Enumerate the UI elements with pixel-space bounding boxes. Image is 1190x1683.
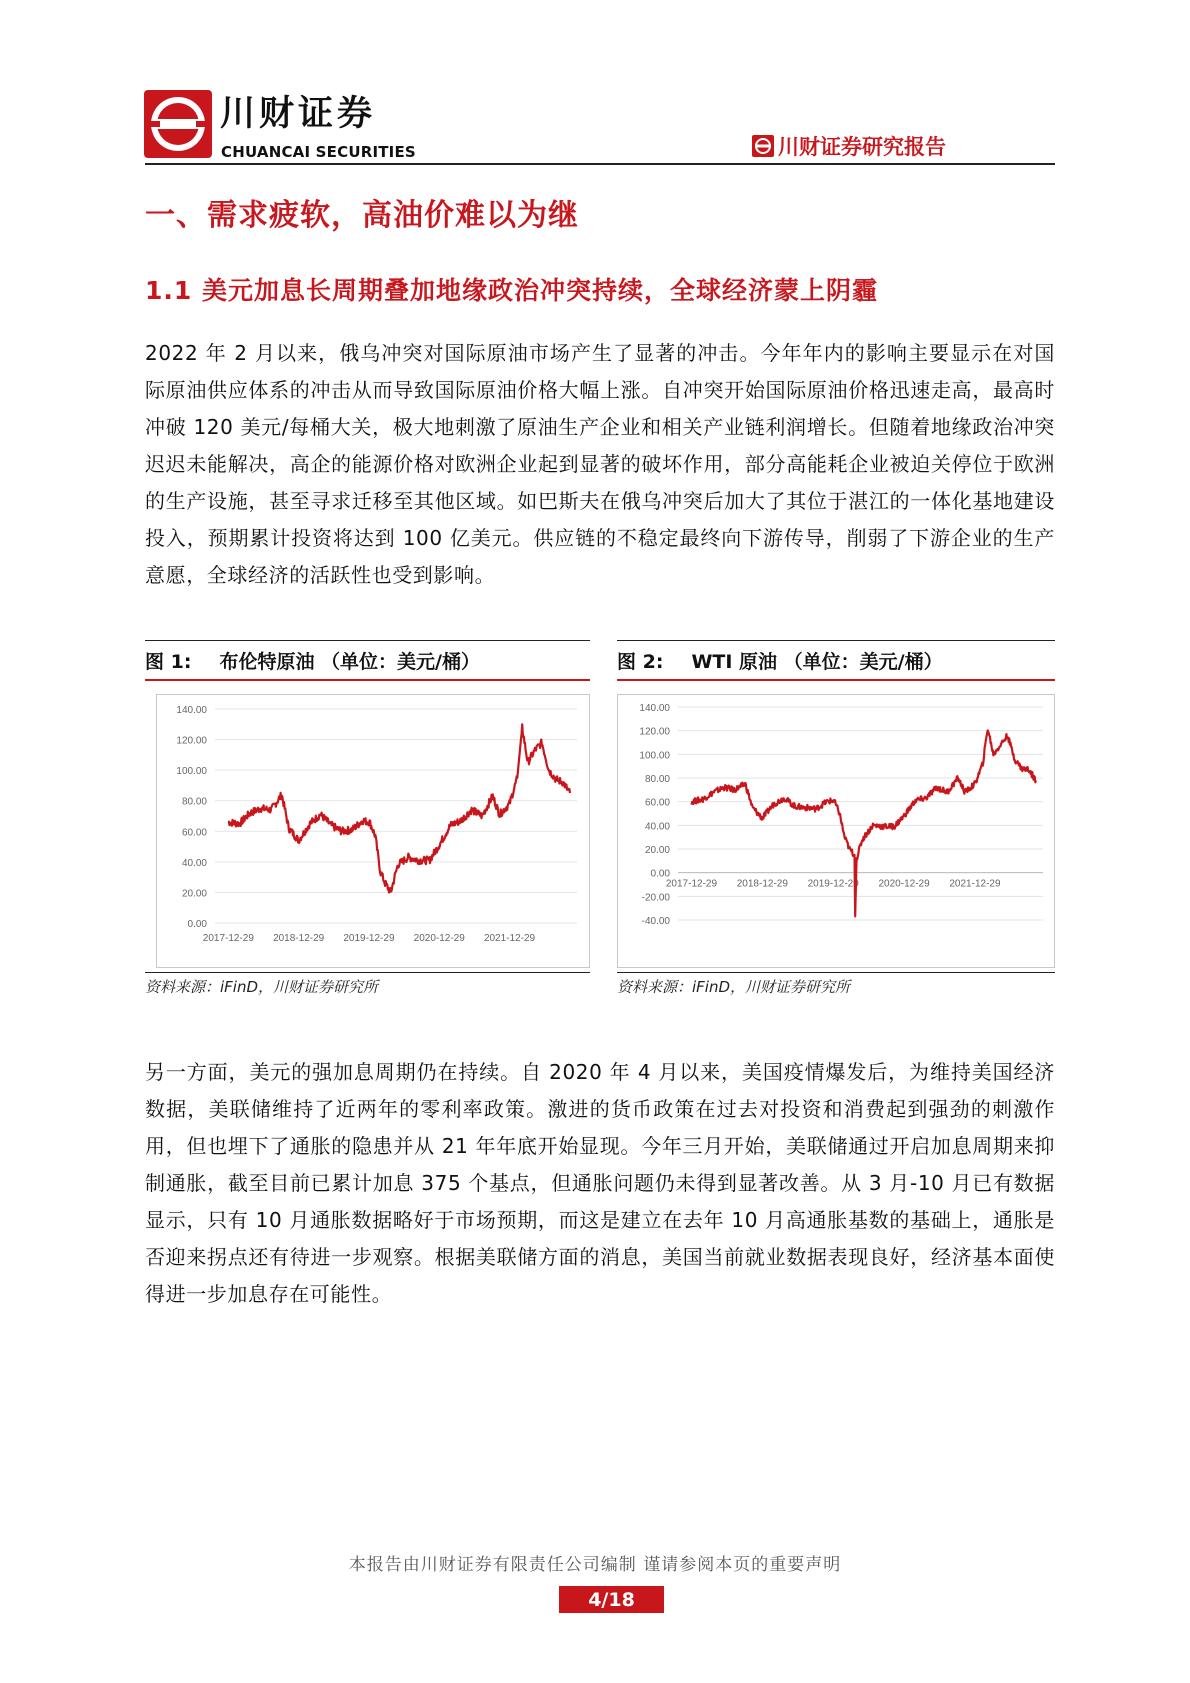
x-tick-label: 2017-12-29 [665, 878, 718, 890]
figure-red-rule [617, 679, 1055, 681]
figure-title [617, 641, 1055, 679]
y-tick-label: 60.00 [644, 797, 670, 809]
x-tick-label: 2017-12-29 [202, 933, 254, 944]
series-line [228, 724, 570, 892]
report-tag [752, 133, 946, 159]
report-tag-label: 川财证券研究报告 [778, 135, 946, 159]
brand-name-cn: 川财证券 [220, 94, 377, 134]
chart-frame [617, 694, 1055, 968]
y-tick-label: 140.00 [176, 705, 207, 716]
footer-disclaimer: 本报告由川财证券有限责任公司编制 谨请参阅本页的重要声明 [348, 1555, 842, 1575]
y-tick-label: 80.00 [181, 796, 207, 808]
chart-frame [156, 694, 590, 968]
paragraph-1: 2022 年 2 月以来，俄乌冲突对国际原油市场产生了显著的冲击。今年年内的影响主要显示在对国际原油供应体系的冲击从而导致国际原油价格大幅上涨。自冲突开始国际原油价格迅速走高，最高时冲破 120 美元/每桶大关，极大地刺激了原油生产企业和相关产业链利润增长。但随着地缘政治冲突迟迟未能解决，高企的能源价格对欧洲企业起到显著的破坏作用，部分高能耗企业被迫关停位于欧洲的生产设施，甚至寻求迁移至其他区域。如巴斯夫在俄乌冲突后加大了其位于湛江的一体化基地建设投入，预期累计投资将达到 100 亿美元。供应链的不稳定最终向下游传导，削弱了下游企业的生产意愿，全球经济的活跃性也受到影响。 [145, 341, 1055, 587]
y-tick-label: 100.00 [176, 766, 207, 778]
figure-bottom-rule [145, 972, 590, 973]
figure-bottom-rule [617, 972, 1055, 973]
figure-caption: 布伦特原油 （单位：美元/桶） [219, 650, 480, 673]
x-tick-label: 2019-12-29 [807, 878, 859, 890]
y-tick-label: 60.00 [181, 827, 207, 839]
figure-caption: WTI 原油 （单位：美元/桶） [691, 650, 943, 673]
y-tick-label: 80.00 [644, 774, 670, 785]
y-tick-label: 0.00 [650, 868, 670, 880]
figure-source: 资料来源：iFinD，川财证券研究所 [617, 978, 851, 996]
header-divider [145, 163, 1055, 165]
page-number: 4/18 [559, 1586, 664, 1613]
figure-number: 图 2: [617, 650, 664, 673]
paragraph-2: 另一方面，美元的强加息周期仍在持续。自 2020 年 4 月以来，美国疫情爆发后，为维持美国经济数据，美联储维持了近两年的零利率政策。激进的货币政策在过去对投资和消费起到强劲的刺激作用，但也埋下了通胀的隐患并从 21 年年底开始显现。今年三月开始，美联储通过开启加息周期来抑制通胀，截至目前已累计加息 375 个基点，但通胀问题仍未得到显著改善。从 3 月-10 月已有数据显示，只有 10 月通胀数据略好于市场预期，而这是建立在去年 10 月高通胀基数的基础上，通胀是否迎来拐点还有待进一步观察。根据美联储方面的消息，美国当前就业数据表现良好，经济基本面使得进一步加息存在可能性。 [145, 1060, 1055, 1306]
y-tick-label: 0.00 [187, 919, 207, 930]
figure-red-rule [145, 679, 590, 681]
y-tick-label: 100.00 [639, 750, 670, 762]
wti-chart [618, 695, 1054, 967]
y-tick-label: 40.00 [644, 821, 670, 833]
figure-title [145, 641, 590, 679]
y-tick-label: 20.00 [644, 845, 670, 856]
brand-logo [144, 90, 212, 158]
figure-brent [145, 640, 590, 996]
x-tick-label: 2020-12-29 [878, 878, 930, 890]
y-tick-label: 120.00 [639, 726, 670, 738]
x-tick-label: 2021-12-29 [483, 933, 536, 944]
brand-mini-icon [752, 135, 774, 157]
subsection-heading: 1.1 美元加息长周期叠加地缘政治冲突持续，全球经济蒙上阴霾 [145, 276, 878, 305]
y-tick-label: -40.00 [641, 916, 670, 927]
x-tick-label: 2018-12-29 [273, 933, 325, 944]
y-tick-label: -20.00 [641, 892, 670, 904]
section-heading: 一、需求疲软，高油价难以为继 [145, 198, 579, 233]
y-tick-label: 20.00 [181, 888, 207, 900]
figure-number: 图 1: [145, 650, 192, 673]
y-tick-label: 120.00 [176, 735, 207, 747]
figure-wti [617, 640, 1055, 996]
brent-chart [157, 695, 589, 967]
x-tick-label: 2020-12-29 [413, 933, 465, 944]
x-tick-label: 2021-12-29 [949, 878, 1001, 890]
x-tick-label: 2018-12-29 [736, 878, 788, 890]
brand-name-en: CHUANCAI SECURITIES [221, 143, 416, 161]
figure-source: 资料来源：iFinD，川财证券研究所 [145, 978, 379, 996]
y-tick-label: 140.00 [639, 703, 670, 714]
y-tick-label: 40.00 [181, 857, 207, 869]
x-tick-label: 2019-12-29 [343, 933, 395, 944]
